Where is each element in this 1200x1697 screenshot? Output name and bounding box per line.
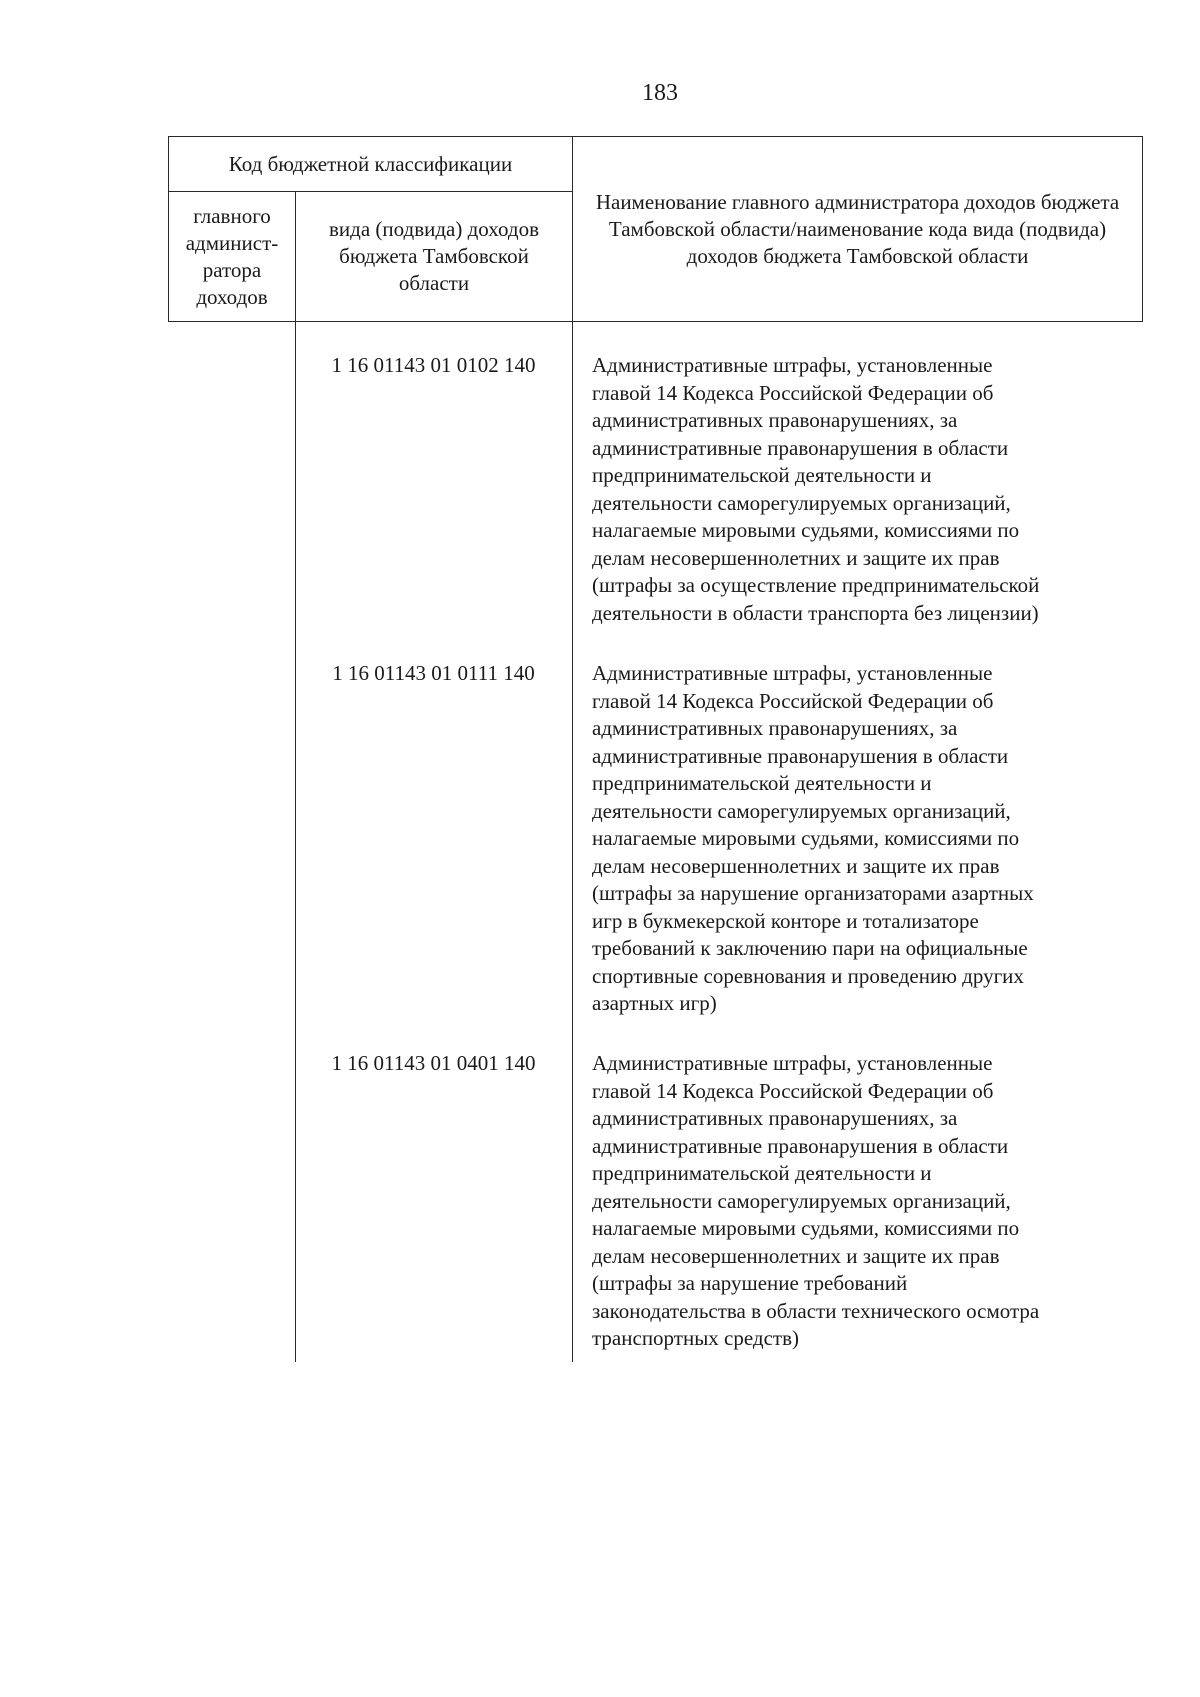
header-income-kind-label: вида (подвида) доходов бюджета Тамбовской области xyxy=(329,217,539,295)
income-code: 1 16 01143 01 0102 140 xyxy=(331,353,536,377)
table-body xyxy=(168,322,1143,1362)
budget-classification-table xyxy=(168,136,1143,1362)
header-main-administrator-label: главного админист- ратора доходов xyxy=(185,203,279,309)
column-divider-left xyxy=(295,322,296,1362)
income-description: Административные штрафы, установленные главой 14 Кодекса Российской Федерации об административных правонарушениях, за административные правонарушения в области предпринимательской деятельности и деятельности саморегулируемых организаций, налагаемые мировыми судьями, комиссиями по делам несовершеннолетних и защите их прав (штрафы за нарушение требований законодательства в области технического осмотра транспортных средств) xyxy=(592,1051,1040,1350)
income-code: 1 16 01143 01 0401 140 xyxy=(331,1051,536,1075)
page-number: 183 xyxy=(642,80,678,106)
header-administrator-name xyxy=(573,137,1142,321)
table-header xyxy=(168,136,1143,322)
income-code: 1 16 01143 01 0111 140 xyxy=(332,661,535,685)
header-main-administrator xyxy=(169,192,296,321)
header-budget-code-group: Код бюджетной классификации xyxy=(169,137,573,192)
income-description: Административные штрафы, установленные главой 14 Кодекса Российской Федерации об административных правонарушениях, за административные правонарушения в области предпринимательской деятельности и деятельности саморегулируемых организаций, налагаемые мировыми судьями, комиссиями по делам несовершеннолетних и защите их прав (штрафы за нарушение организаторами азартных игр в букмекерской конторе и тотализаторе требований к заключению пари на официальные спортивные соревнования и проведению других азартных игр) xyxy=(592,661,1034,1015)
header-income-kind xyxy=(296,192,573,321)
column-divider-right xyxy=(572,322,573,1362)
income-description: Административные штрафы, установленные главой 14 Кодекса Российской Федерации об административных правонарушениях, за административные правонарушения в области предпринимательской деятельности и деятельности саморегулируемых организаций, налагаемые мировыми судьями, комиссиями по делам несовершеннолетних и защите их прав (штрафы за осуществление предпринимательской деятельности в области транспорта без лицензии) xyxy=(592,353,1040,625)
header-administrator-name-label: Наименование главного администратора доходов бюджета Тамбовской области/наименование кода вида (подвида) доходов бюджета Тамбовской области xyxy=(595,189,1120,268)
